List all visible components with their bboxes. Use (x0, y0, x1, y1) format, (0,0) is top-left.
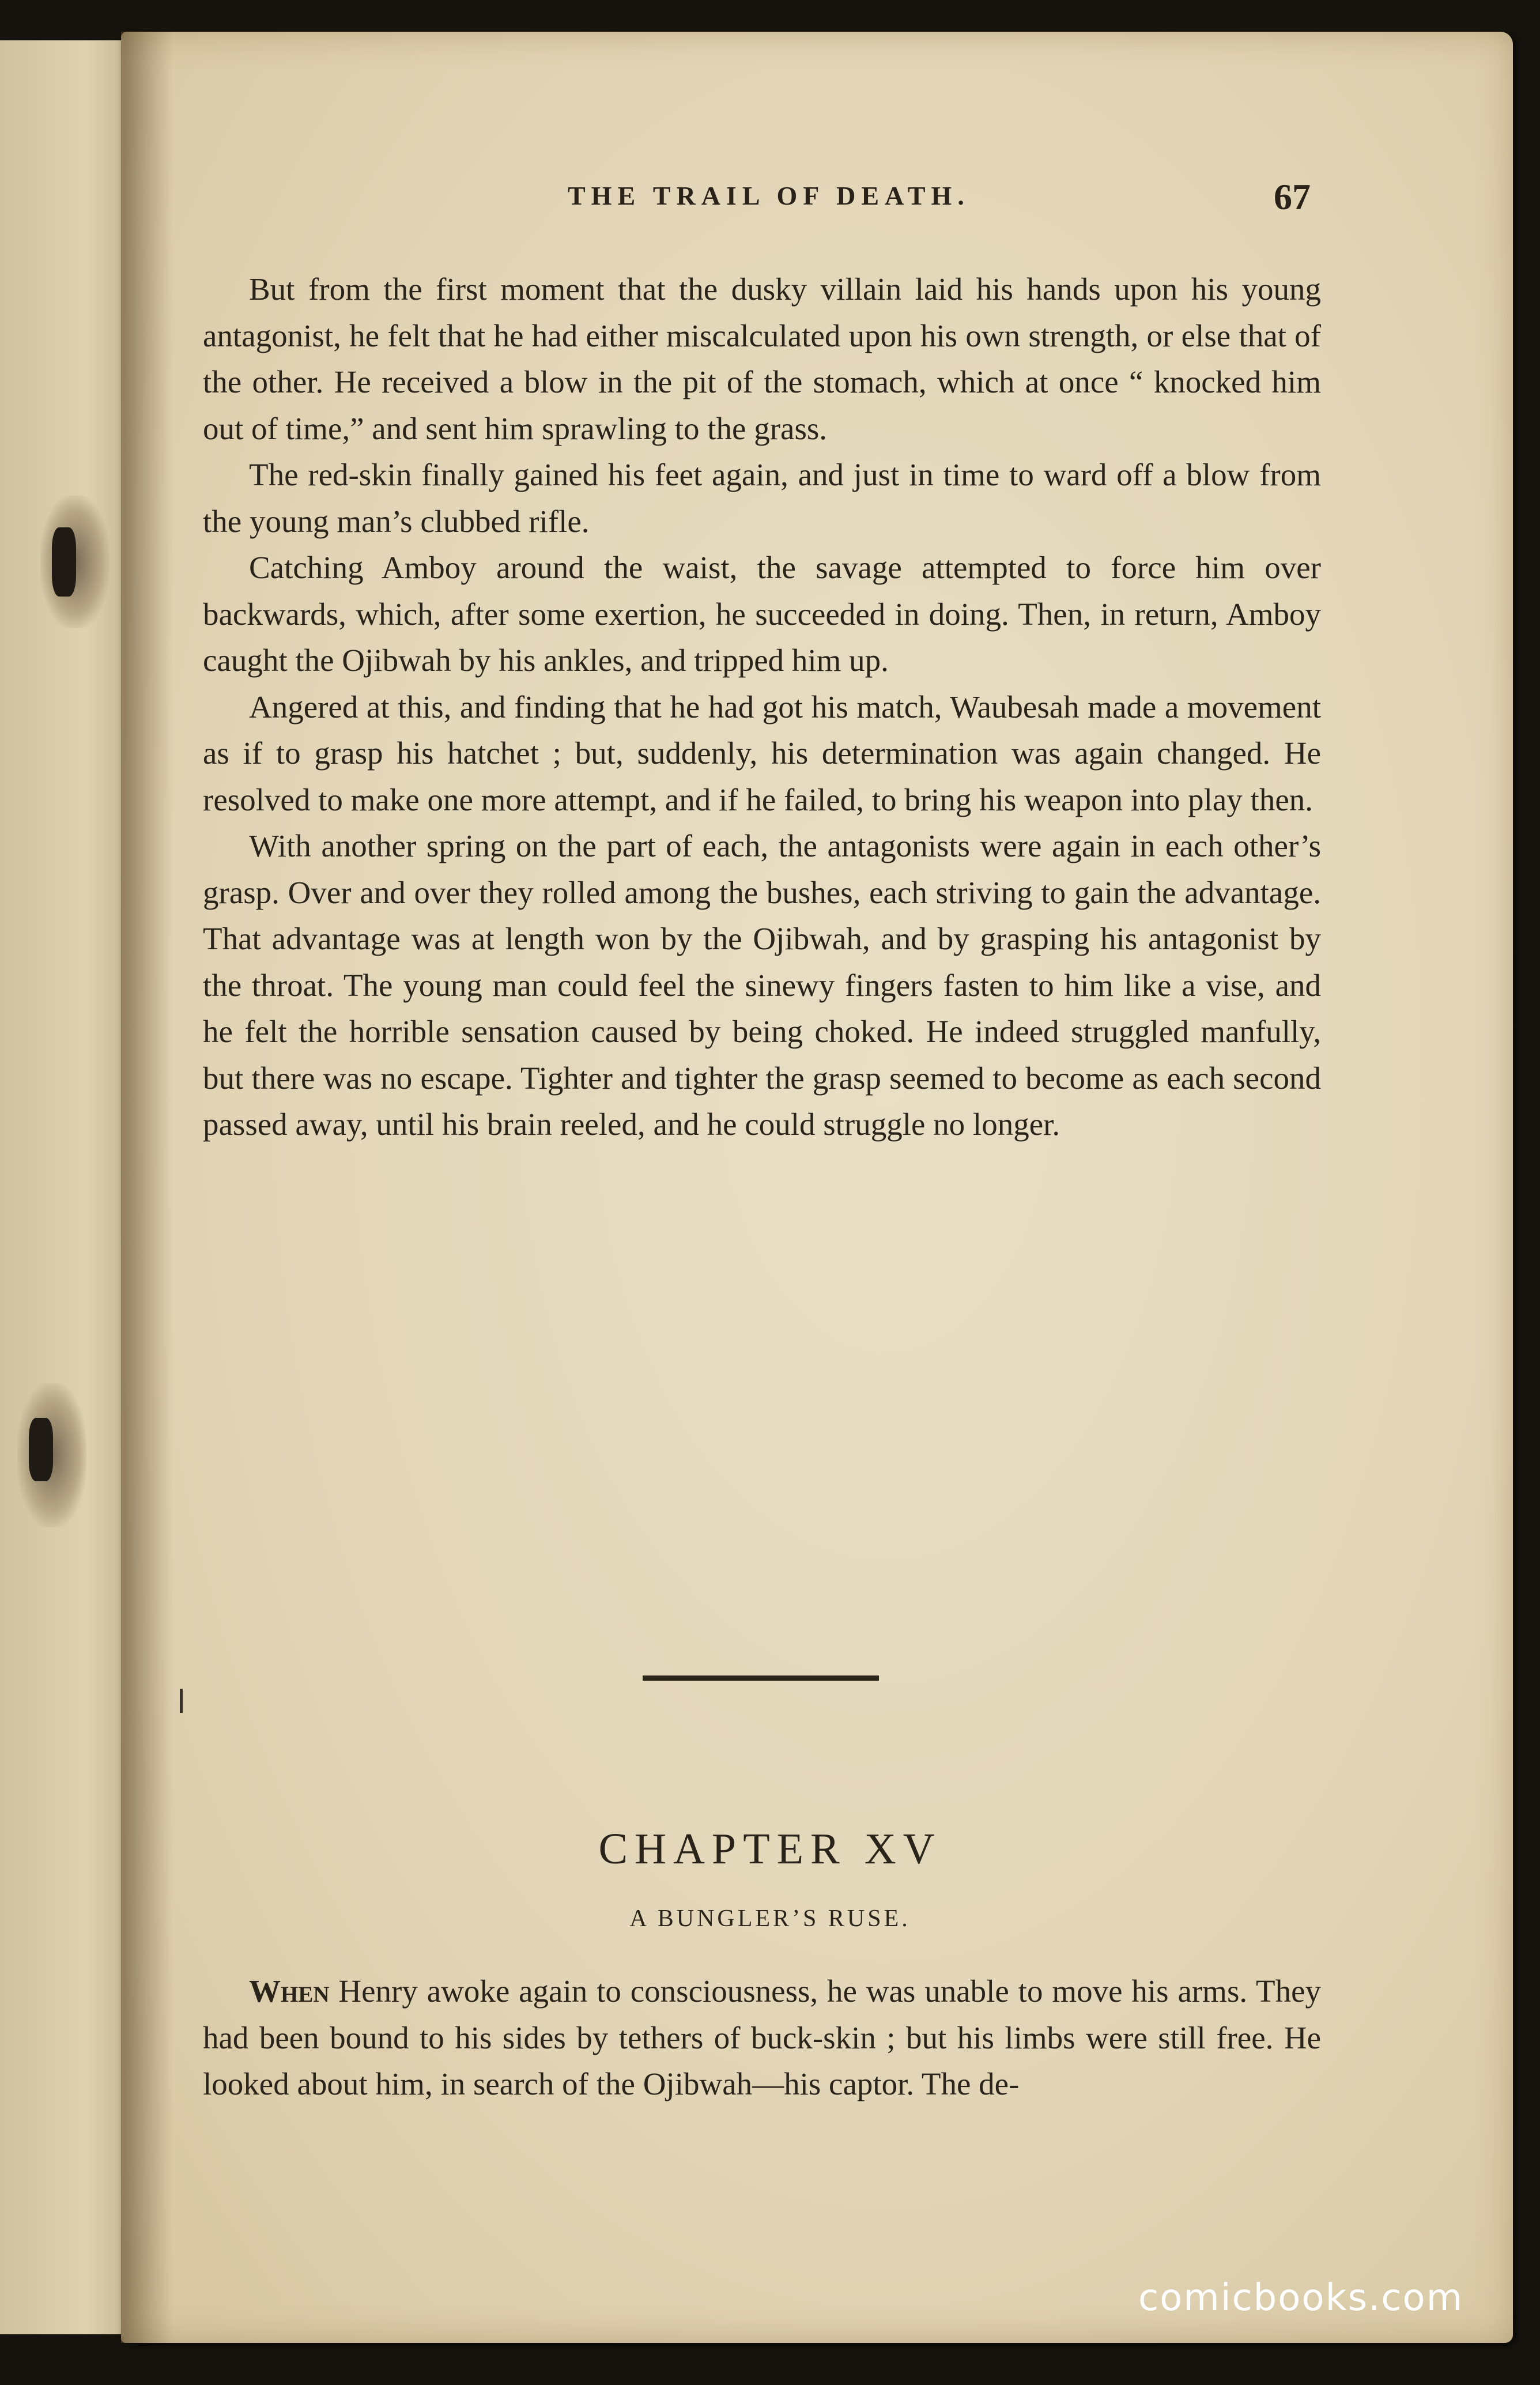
page-number: 67 (1274, 176, 1311, 217)
chapter-opening-paragraph (203, 1968, 1321, 2108)
binding-stitch-hole-lower (17, 1383, 86, 1527)
body-text (203, 266, 1321, 1148)
running-head (0, 176, 1540, 222)
chapter-opening-rest: Henry awoke again to consciousness, he was unable to move his arms. They had been bound to his sides by tethers of buck-skin ; but his limbs were still free. He looked about him, in search of the Ojibwah—his captor. The de- (203, 1973, 1321, 2101)
chapter-opening-text (203, 1968, 1321, 2108)
chapter-subtitle: A BUNGLER’S RUSE. (629, 1905, 911, 1932)
chapter-title: CHAPTER XV (598, 1825, 942, 1873)
site-watermark: comicbooks.com (1138, 2277, 1464, 2319)
paragraph: The red-skin finally gained his feet again, and just in time to ward off a blow from the young man’s clubbed rifle. (203, 457, 1321, 539)
paragraph: Catching Amboy around the waist, the savage attempted to force him over backwards, which, after some exertion, he succeeded in doing. Then, in return, Amboy caught the Ojibwah by his ankles, and tripped him up. (203, 550, 1321, 678)
binding-stitch-hole-upper (40, 496, 110, 628)
section-divider-rule (643, 1675, 879, 1681)
page-gutter-shadow (121, 32, 173, 2343)
paragraph: But from the first moment that the dusky villain laid his hands upon his young antagonist, he felt that he had either miscalculated upon his own strength, or else that of the other. He received a blow in the pit of the stomach, which at once “ knocked him out of time,” and sent him sprawling to the grass. (203, 271, 1321, 446)
chapter-opening-word: When (249, 1973, 330, 2009)
paragraph: Angered at this, and finding that he had got his match, Waubesah made a movement as if to grasp his hatchet ; but, suddenly, his determination was again changed. He resolved to make one more attempt, and if he failed, to bring his weapon into play then. (203, 689, 1321, 817)
paragraph: With another spring on the part of each, the antagonists were again in each other’s grasp. Over and over they rolled among the bushes, each striving to gain the advantage. That advantage was at length won by the Ojibwah, and by grasping his antagonist by the throat. The young man could feel the sinewy fingers fasten to him like a vise, and he felt the horrible sensation caused by being choked. He indeed struggled manfully, but there was no escape. Tighter and tighter the grasp seemed to become as each second passed away, until his brain reeled, and he could struggle no longer. (203, 828, 1321, 1142)
margin-mark (180, 1689, 183, 1713)
running-head-title: THE TRAIL OF DEATH. (568, 181, 970, 210)
